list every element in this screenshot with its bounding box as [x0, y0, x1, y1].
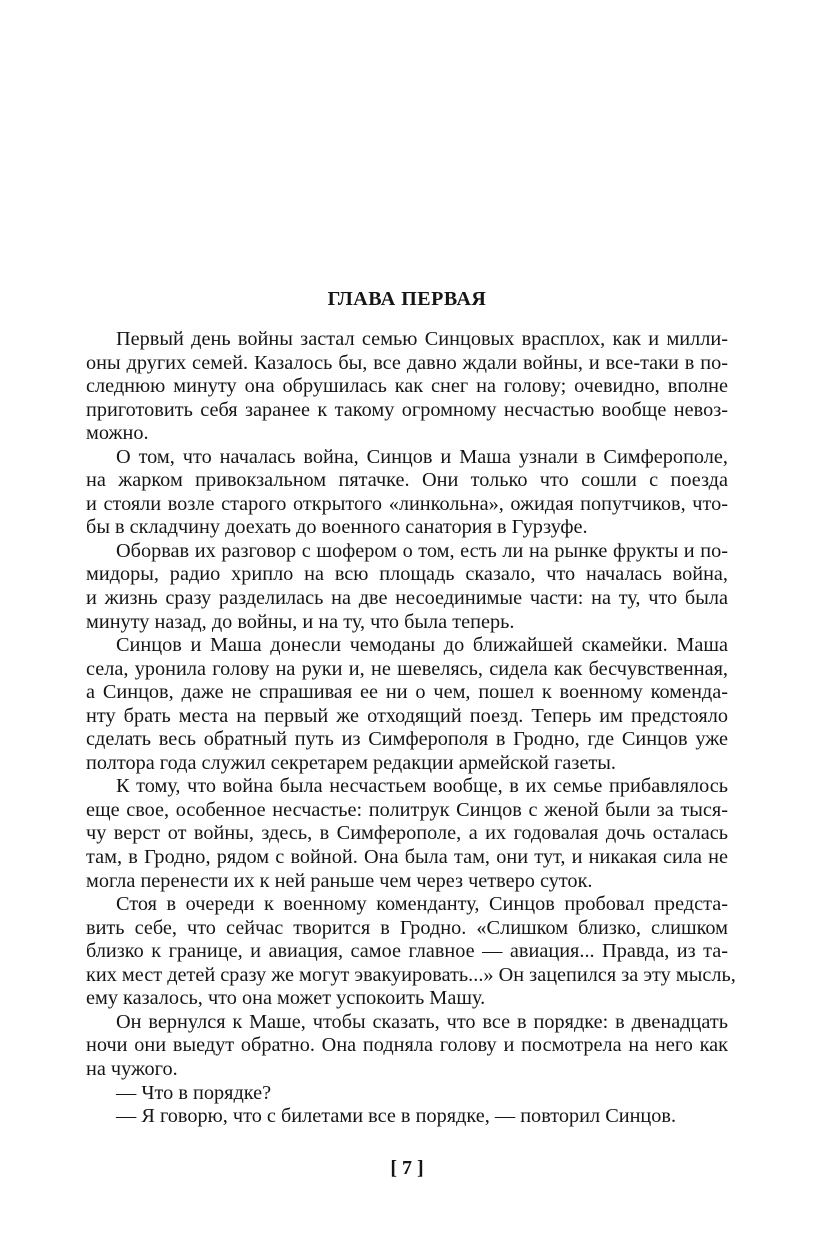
text-line: нту брать места на первый же отходящий поезд. Теперь им предстояло: [86, 704, 728, 727]
text-line: на жарком привокзальном пятачке. Они только что сошли с поезда: [86, 469, 728, 492]
body-text: [86, 328, 736, 1129]
dialogue-line: — Что в порядке?: [116, 1081, 272, 1104]
text-line: мидоры, радио хрипло на всю площадь сказало, что началась война,: [86, 563, 728, 586]
text-line: Оборвав их разговор с шофером о том, есть ли на рынке фрукты и по-: [116, 539, 728, 562]
text-line: К тому, что война была несчастьем вообще, в их семье прибавлялось: [116, 775, 728, 798]
text-line: на чужого.: [86, 1057, 178, 1080]
text-line: Синцов и Маша донесли чемоданы до ближайшей скамейки. Маша: [116, 634, 728, 657]
text-line: близко к границе, и авиация, самое главное — авиация... Правда, из та-: [86, 940, 728, 963]
text-line: Стоя в очереди к военному коменданту, Синцов пробовал предста-: [116, 893, 728, 916]
text-line: ему казалось, что она может успокоить Машу.: [86, 987, 486, 1010]
text-line: а Синцов, даже не спрашивая ее ни о чем, пошел к военному коменда-: [86, 681, 728, 704]
text-line: приготовить себя заранее к такому огромному несчастью вообще невоз-: [86, 398, 728, 421]
text-line: могла перенести их к ней раньше чем через четверо суток.: [86, 869, 593, 892]
text-line: Он вернулся к Маше, чтобы сказать, что все в порядке: в двенадцать: [116, 1010, 728, 1033]
text-line: Первый день войны застал семью Синцовых врасплох, как и милли-: [116, 328, 728, 350]
text-line: вить себе, что сейчас творится в Гродно. «Слишком близко, слишком: [86, 916, 728, 939]
text-line: села, уронила голову на руки и, не шевелясь, сидела как бесчувственная,: [86, 657, 728, 680]
text-line: ких мест детей сразу же могут эвакуировать...» Он зацепился за эту мысль,: [86, 963, 736, 986]
text-line: и стояли возле старого открытого «линкольна», ожидая попутчиков, что-: [86, 492, 728, 515]
text-line: там, в Гродно, рядом с войной. Она была там, они тут, и никакая сила не: [86, 846, 728, 869]
text-line: сделать весь обратный путь из Симферополя в Гродно, где Синцов уже: [86, 728, 728, 751]
page-number: [ 7 ]: [390, 1157, 424, 1179]
text-line: минуту назад, до войны, и на ту, что была теперь.: [86, 610, 515, 633]
text-line: бы в складчину доехать до военного санатория в Гурзуфе.: [86, 516, 588, 539]
text-line: О том, что началась война, Синцов и Маша узнали в Симферополе,: [116, 445, 728, 468]
text-line: еще свое, особенное несчастье: политрук Синцов с женой были за тыся-: [86, 798, 728, 821]
text-line: полтора года служил секретарем редакции армейской газеты.: [86, 751, 617, 774]
text-line: чу верст от войны, здесь, в Симферополе, а их годовалая дочь осталась: [86, 822, 728, 845]
text-line: оны других семей. Казалось бы, все давно ждали войны, и все-таки в по-: [86, 351, 728, 374]
chapter-title: ГЛАВА ПЕРВАЯ: [327, 288, 487, 310]
text-line: можно.: [86, 422, 149, 445]
dialogue-line: — Я говорю, что с билетами все в порядке, — повторил Синцов.: [116, 1105, 677, 1128]
text-line: и жизнь сразу разделилась на две несоединимые части: на ту, что была: [86, 587, 728, 610]
text-line: следнюю минуту она обрушилась как снег на голову; очевидно, вполне: [86, 375, 728, 398]
text-line: ночи они выедут обратно. Она подняла голову и посмотрела на него как: [86, 1034, 728, 1057]
